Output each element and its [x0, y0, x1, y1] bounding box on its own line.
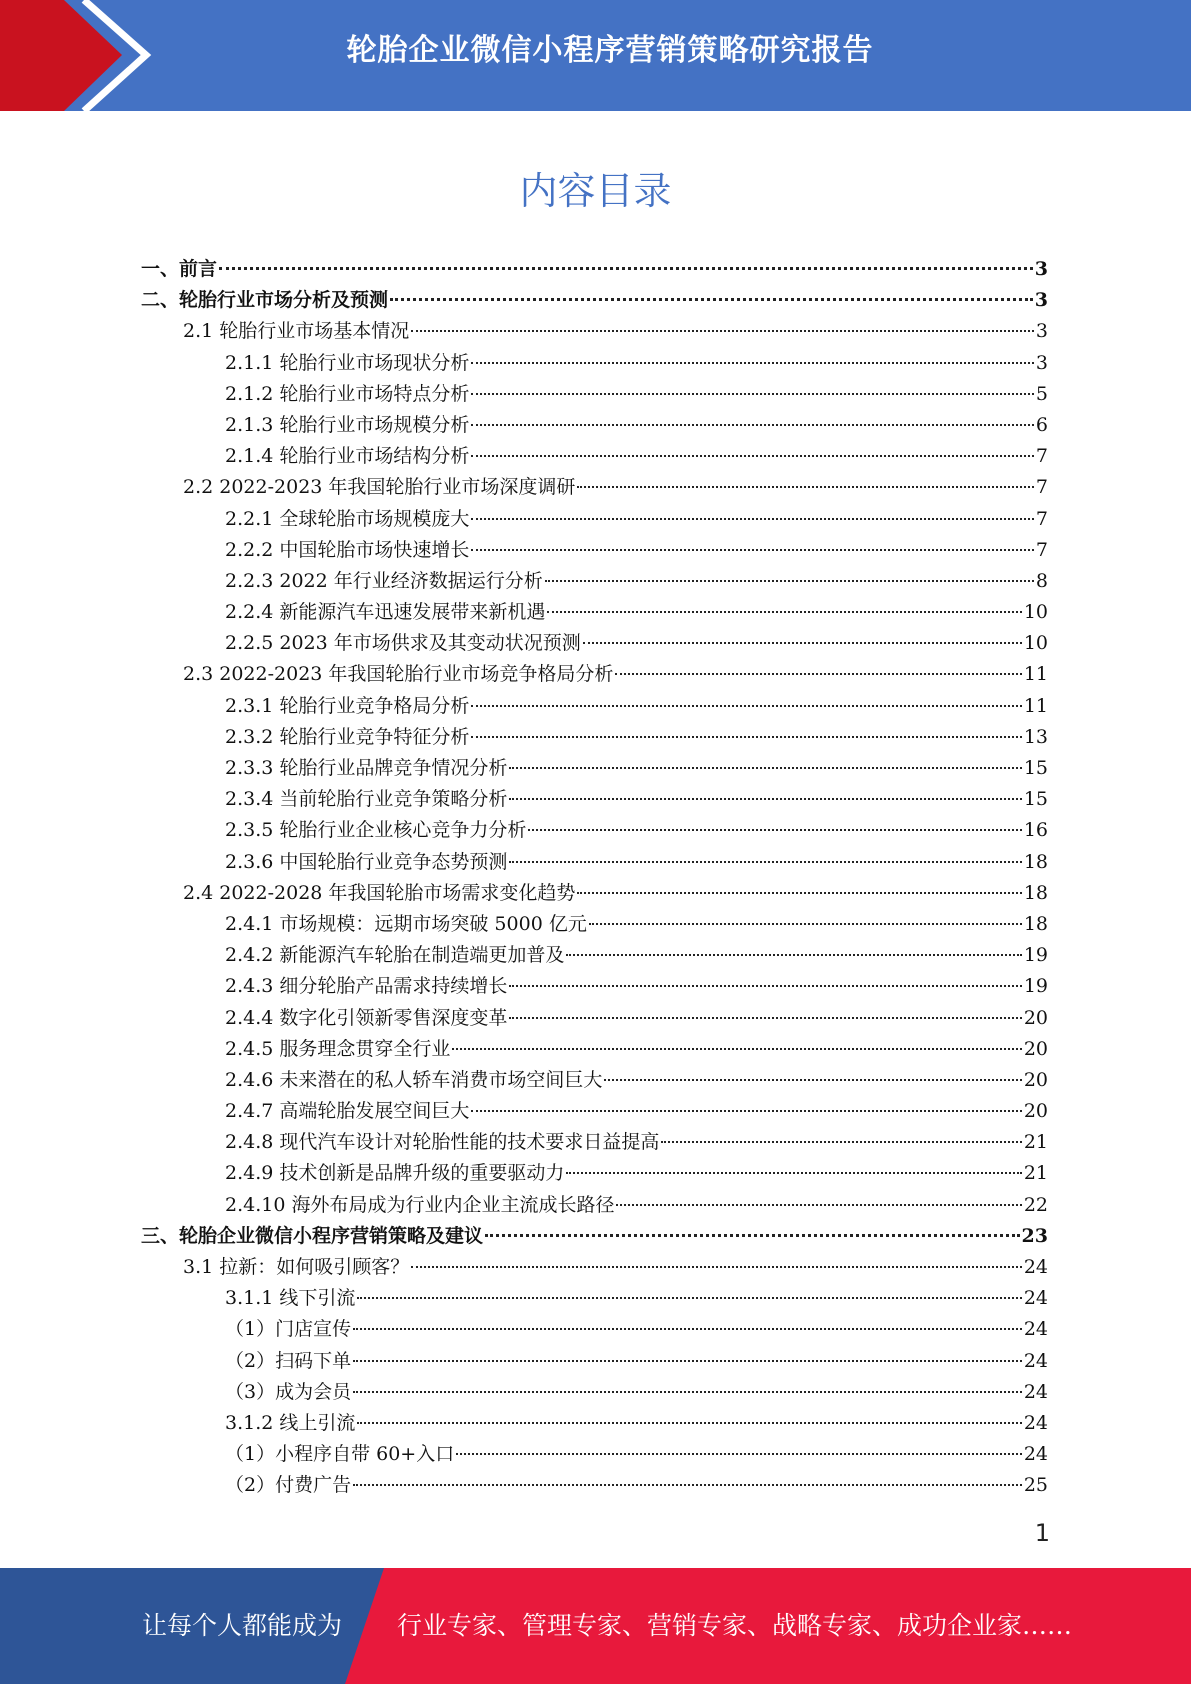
toc-entry-page: 8: [1035, 569, 1048, 592]
toc-entry-page: 7: [1035, 476, 1048, 499]
toc-entry-page: 21: [1023, 1162, 1048, 1185]
toc-dot-leader: [589, 923, 1022, 925]
toc-entry[interactable]: [141, 1158, 1048, 1189]
toc-entry-label: 2.4.6 未来潜在的私人轿车消费市场空间巨大: [225, 1068, 603, 1091]
toc-entry-page: 3: [1034, 258, 1048, 280]
toc-dot-leader: [357, 1422, 1021, 1424]
toc-entry[interactable]: [141, 847, 1048, 878]
toc-entry-page: 10: [1023, 601, 1048, 624]
toc-dot-leader: [509, 798, 1021, 800]
toc-entry-label: 2.2.5 2023 年市场供求及其变动状况预测: [225, 632, 581, 655]
toc-dot-leader: [471, 362, 1034, 364]
toc-entry[interactable]: [141, 379, 1048, 410]
toc-entry[interactable]: [141, 597, 1048, 628]
toc-entry-page: 3: [1034, 289, 1048, 312]
toc-entry-label: 2.4.5 服务理念贯穿全行业: [225, 1037, 451, 1060]
toc-entry[interactable]: [141, 1127, 1048, 1158]
toc-entry-label: 3.1.2 线上引流: [225, 1411, 356, 1434]
toc-entry[interactable]: [141, 815, 1048, 846]
toc-dot-leader: [528, 829, 1021, 831]
toc-entry-label: 3.1 拉新：如何吸引顾客？: [183, 1256, 410, 1278]
toc-entry[interactable]: [141, 1346, 1048, 1377]
toc-entry-page: 24: [1023, 1349, 1048, 1372]
toc-dot-leader: [616, 1204, 1021, 1206]
toc-entry-label: （2）扫码下单: [225, 1349, 352, 1372]
footer-slogan-right: 行业专家、管理专家、营销专家、战略专家、成功企业家……: [397, 1611, 1073, 1640]
toc-dot-leader: [471, 736, 1021, 738]
toc-dot-leader: [471, 1110, 1021, 1112]
toc-entry-page: 24: [1023, 1318, 1048, 1341]
toc-entry-page: 24: [1023, 1256, 1048, 1278]
toc-entry-page: 20: [1023, 1068, 1048, 1091]
toc-entry[interactable]: [141, 1034, 1048, 1065]
toc-dot-leader: [583, 642, 1022, 644]
toc-entry[interactable]: [141, 659, 1048, 690]
toc-entry-label: 2.4.9 技术创新是品牌升级的重要驱动力: [225, 1162, 565, 1185]
toc-entry-page: 20: [1023, 1037, 1048, 1060]
toc-entry-label: 2.3.4 当前轮胎行业竞争策略分析: [225, 788, 508, 811]
toc-entry-label: 2.1.2 轮胎行业市场特点分析: [225, 382, 470, 405]
toc-entry-page: 13: [1023, 725, 1048, 748]
toc-dot-leader: [411, 1266, 1022, 1268]
footer-slogan-left: 让每个人都能成为: [142, 1611, 343, 1640]
toc-entry-label: （1）小程序自带 60+入口: [225, 1443, 455, 1466]
toc-entry[interactable]: [141, 1096, 1048, 1127]
toc-entry[interactable]: [141, 1190, 1048, 1221]
toc-entry-label: 2.4 2022-2028 年我国轮胎市场需求变化趋势: [183, 881, 576, 904]
toc-dot-leader: [471, 424, 1034, 426]
toc-entry-label: 2.2.2 中国轮胎市场快速增长: [225, 538, 470, 561]
toc-entry-page: 6: [1035, 413, 1048, 436]
toc-dot-leader: [566, 1172, 1021, 1174]
toc-entry-label: 2.4.2 新能源汽车轮胎在制造端更加普及: [225, 944, 565, 967]
toc-heading: 内容目录: [519, 169, 672, 213]
toc-entry-page: 21: [1023, 1131, 1048, 1154]
toc-entry-page: 20: [1023, 1006, 1048, 1029]
toc-entry[interactable]: [141, 971, 1048, 1002]
toc-dot-leader: [547, 611, 1021, 613]
page-number: 1: [1034, 1519, 1050, 1547]
toc-entry[interactable]: [141, 535, 1048, 566]
toc-entry[interactable]: [141, 940, 1048, 971]
toc-entry-page: 19: [1023, 944, 1048, 967]
toc-entry-page: 7: [1035, 445, 1048, 468]
toc-entry-label: 2.4.7 高端轮胎发展空间巨大: [225, 1100, 470, 1123]
toc-dot-leader: [577, 892, 1021, 894]
toc-entry-label: 2.1.4 轮胎行业市场结构分析: [225, 445, 470, 468]
header-banner: [0, 0, 1191, 111]
toc-entry-label: 2.3.2 轮胎行业竞争特征分析: [225, 725, 470, 748]
toc-entry-label: 2.4.4 数字化引领新零售深度变革: [225, 1006, 508, 1029]
toc-entry-page: 24: [1023, 1287, 1048, 1310]
toc-dot-leader: [509, 861, 1021, 863]
toc-dot-leader: [390, 298, 1033, 301]
toc-dot-leader: [661, 1141, 1021, 1143]
toc-entry-page: 15: [1023, 788, 1048, 811]
toc-entry[interactable]: [141, 1439, 1048, 1470]
toc-entry-page: 24: [1023, 1411, 1048, 1434]
toc-entry-label: 2.2.1 全球轮胎市场规模庞大: [225, 507, 470, 530]
toc-entry[interactable]: [141, 691, 1048, 722]
toc-entry-page: 11: [1023, 694, 1048, 717]
toc-entry[interactable]: [141, 1470, 1048, 1501]
toc-entry-page: 20: [1023, 1100, 1048, 1123]
toc-entry[interactable]: [141, 1065, 1048, 1096]
toc-entry-page: 22: [1023, 1193, 1048, 1216]
toc-dot-leader: [357, 1297, 1021, 1299]
toc-entry-label: 2.3.1 轮胎行业竞争格局分析: [225, 694, 470, 717]
toc-entry[interactable]: [141, 285, 1048, 316]
toc-entry[interactable]: [141, 1314, 1048, 1345]
toc-entry-page: 18: [1023, 912, 1048, 935]
toc-entry-label: 2.4.8 现代汽车设计对轮胎性能的技术要求日益提高: [225, 1131, 660, 1154]
toc-dot-leader: [471, 518, 1034, 520]
report-title: 轮胎企业微信小程序营销策略研究报告: [346, 33, 874, 68]
toc-dot-leader: [604, 1079, 1021, 1081]
toc-entry-label: 2.3.5 轮胎行业企业核心竞争力分析: [225, 819, 527, 842]
footer-banner: [0, 1568, 1191, 1684]
toc-entry-label: 2.1.3 轮胎行业市场规模分析: [225, 413, 470, 436]
toc-entry-label: 2.1 轮胎行业市场基本情况: [183, 320, 410, 343]
toc-entry[interactable]: [141, 878, 1048, 909]
toc-entry[interactable]: [141, 348, 1048, 379]
toc-entry-page: 19: [1023, 975, 1048, 998]
toc-entry-page: 7: [1035, 538, 1048, 561]
toc-entry-page: 10: [1023, 632, 1048, 655]
toc-entry-label: （2）付费广告: [225, 1474, 352, 1497]
toc-dot-leader: [509, 1017, 1021, 1019]
toc-entry[interactable]: [141, 472, 1048, 503]
toc-entry[interactable]: [141, 1252, 1048, 1283]
toc-entry-label: （1）门店宣传: [225, 1318, 352, 1341]
toc-entry[interactable]: [141, 1408, 1048, 1439]
toc-entry-page: 23: [1021, 1224, 1048, 1247]
toc-entry-label: 一、前言: [141, 258, 218, 280]
toc-entry-page: 7: [1035, 507, 1048, 530]
toc-dot-leader: [545, 580, 1034, 582]
toc-dot-leader: [471, 549, 1034, 551]
toc-entry[interactable]: [141, 1377, 1048, 1408]
toc-dot-leader: [509, 985, 1021, 987]
toc-entry[interactable]: [141, 909, 1048, 940]
toc-entry-label: 2.4.1 市场规模：远期市场突破 5000 亿元: [225, 912, 587, 935]
toc-dot-leader: [353, 1360, 1022, 1362]
toc-entry[interactable]: [141, 410, 1048, 441]
toc-entry[interactable]: [141, 504, 1048, 535]
toc-dot-leader: [485, 1234, 1020, 1237]
toc-entry-label: 2.4.3 细分轮胎产品需求持续增长: [225, 975, 508, 998]
toc-dot-leader: [509, 767, 1021, 769]
toc-entry-label: 2.3.3 轮胎行业品牌竞争情况分析: [225, 757, 508, 779]
toc-entry-page: 3: [1035, 351, 1048, 374]
toc-dot-leader: [219, 267, 1033, 270]
toc-entry[interactable]: [141, 254, 1048, 285]
toc-dot-leader: [577, 486, 1033, 488]
toc-entry[interactable]: [141, 1221, 1048, 1252]
toc-entry-page: 11: [1023, 663, 1048, 686]
toc-entry[interactable]: [141, 1283, 1048, 1314]
toc-entry-label: 2.3.6 中国轮胎行业竞争态势预测: [225, 850, 508, 873]
toc-entry-label: 2.3 2022-2023 年我国轮胎行业市场竞争格局分析: [183, 663, 614, 686]
toc-entry[interactable]: [141, 316, 1048, 347]
toc-entry-page: 15: [1023, 757, 1048, 779]
toc-entry-page: 16: [1023, 819, 1048, 842]
table-of-contents: [141, 254, 1048, 1502]
toc-entry-page: 18: [1023, 881, 1048, 904]
toc-entry[interactable]: [141, 1003, 1048, 1034]
toc-entry-label: 三、轮胎企业微信小程序营销策略及建议: [141, 1224, 484, 1247]
toc-entry-label: 二、轮胎行业市场分析及预测: [141, 289, 389, 312]
toc-entry-page: 18: [1023, 850, 1048, 873]
toc-dot-leader: [456, 1453, 1022, 1455]
toc-entry-label: 2.2.4 新能源汽车迅速发展带来新机遇: [225, 601, 546, 624]
toc-dot-leader: [471, 455, 1034, 457]
toc-entry-label: 3.1.1 线下引流: [225, 1287, 356, 1310]
toc-dot-leader: [452, 1048, 1021, 1050]
toc-dot-leader: [471, 705, 1021, 707]
toc-entry-label: （3）成为会员: [225, 1380, 352, 1403]
toc-dot-leader: [615, 673, 1021, 675]
toc-dot-leader: [471, 393, 1034, 395]
toc-entry[interactable]: [141, 441, 1048, 472]
toc-entry-label: 2.2.3 2022 年行业经济数据运行分析: [225, 569, 543, 592]
toc-entry[interactable]: [141, 628, 1048, 659]
toc-entry[interactable]: [141, 722, 1048, 753]
toc-dot-leader: [353, 1391, 1022, 1393]
toc-entry[interactable]: [141, 753, 1048, 784]
toc-entry[interactable]: [141, 566, 1048, 597]
toc-dot-leader: [353, 1484, 1022, 1486]
toc-entry-page: 3: [1035, 320, 1048, 343]
toc-entry-page: 24: [1023, 1380, 1048, 1403]
toc-entry-page: 24: [1023, 1443, 1048, 1466]
toc-entry-label: 2.2 2022-2023 年我国轮胎行业市场深度调研: [183, 476, 576, 499]
toc-entry[interactable]: [141, 784, 1048, 815]
toc-dot-leader: [411, 330, 1034, 332]
toc-entry-label: 2.1.1 轮胎行业市场现状分析: [225, 351, 470, 374]
toc-dot-leader: [353, 1328, 1022, 1330]
toc-entry-page: 25: [1023, 1474, 1048, 1497]
toc-entry-page: 5: [1035, 382, 1048, 405]
toc-dot-leader: [566, 954, 1021, 956]
toc-entry-label: 2.4.10 海外布局成为行业内企业主流成长路径: [225, 1193, 615, 1216]
